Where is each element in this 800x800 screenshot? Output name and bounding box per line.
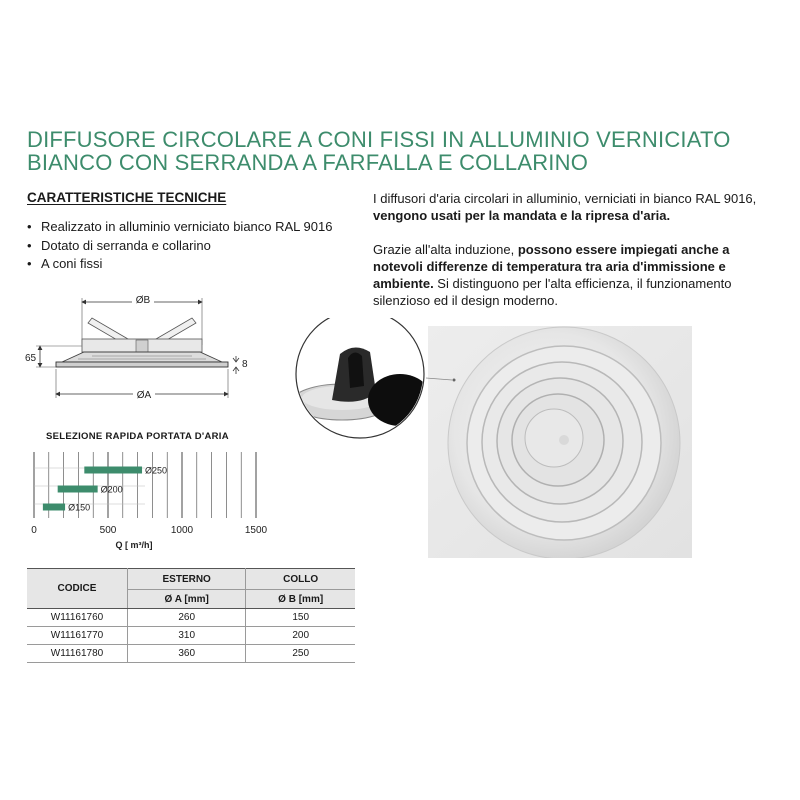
- description-paragraph-1: I diffusori d'aria circolari in alluminio, verniciati in bianco RAL 9016, vengono usati per la mandata e la ripresa d'aria.: [373, 191, 757, 223]
- chart-tick-label: 0: [31, 525, 37, 536]
- features-heading: CARATTERISTICHE TECNICHE: [27, 190, 227, 205]
- technical-drawing: [22, 290, 262, 410]
- chart-bar-label: Ø200: [100, 484, 123, 495]
- table-row: [27, 627, 355, 645]
- col-subheader-collar: Ø B [mm]: [246, 590, 355, 609]
- chart-bar: [84, 467, 142, 474]
- chart-tick-label: 1500: [244, 525, 268, 536]
- dim-label-a: ØA: [136, 390, 152, 401]
- feature-item: • Realizzato in alluminio verniciato bianco RAL 9016: [27, 218, 332, 237]
- features-list: [27, 218, 332, 274]
- chart-bar: [43, 504, 65, 511]
- airflow-chart: [22, 428, 282, 550]
- codes-table: [27, 568, 355, 663]
- description: [373, 190, 768, 326]
- cell-ext: 360: [128, 645, 246, 663]
- feature-item: • A coni fissi: [27, 255, 332, 274]
- page-title: [27, 128, 767, 174]
- chart-title: SELEZIONE RAPIDA PORTATA D'ARIA: [46, 431, 229, 442]
- chart-tick-label: 1000: [170, 525, 194, 536]
- title-line-2: BIANCO CON SERRANDA A FARFALLA E COLLARINO: [27, 150, 589, 175]
- black-disc: [368, 374, 432, 426]
- cell-collar: 200: [246, 627, 355, 645]
- cell-code: W11161780: [27, 645, 128, 663]
- cell-code: W11161770: [27, 627, 128, 645]
- chart-xlabel: Q [ m³/h]: [115, 540, 153, 550]
- col-header-collar: COLLO: [246, 569, 355, 590]
- table-row: [27, 645, 355, 663]
- chart-bars: [43, 466, 167, 513]
- cell-collar: 150: [246, 609, 355, 627]
- dim-label-height: 65: [25, 353, 37, 364]
- cell-collar: 250: [246, 645, 355, 663]
- chart-ticks: [31, 525, 267, 536]
- description-paragraph-2: Grazie all'alta induzione, possono essere impiegati anche a notevoli differenze di temperatura tra aria d'immissione e ambiente. Si distinguono per l'alta efficienza, il funzionamento silenzioso ed il design moderno.: [373, 242, 732, 308]
- col-subheader-ext: Ø A [mm]: [128, 590, 246, 609]
- product-photo: [292, 318, 692, 558]
- title-line-1: DIFFUSORE CIRCOLARE A CONI FISSI IN ALLUMINIO VERNICIATO: [27, 127, 731, 152]
- table-row: [27, 609, 355, 627]
- dim-label-b: ØB: [135, 295, 151, 306]
- feature-item: • Dotato di serranda e collarino: [27, 237, 332, 256]
- dim-label-rim: 8: [242, 359, 248, 370]
- diffuser-rim: [56, 362, 228, 367]
- col-header-code: CODICE: [27, 569, 128, 609]
- chart-bar: [58, 486, 98, 493]
- cell-ext: 260: [128, 609, 246, 627]
- chart-bar-label: Ø250: [145, 465, 168, 476]
- diffuser-center-cone: [525, 409, 583, 467]
- chart-bar-label: Ø150: [68, 502, 91, 513]
- cell-code: W11161760: [27, 609, 128, 627]
- col-header-ext: ESTERNO: [128, 569, 246, 590]
- chart-tick-label: 500: [99, 525, 117, 536]
- diffuser-body: [62, 352, 222, 362]
- cell-ext: 310: [128, 627, 246, 645]
